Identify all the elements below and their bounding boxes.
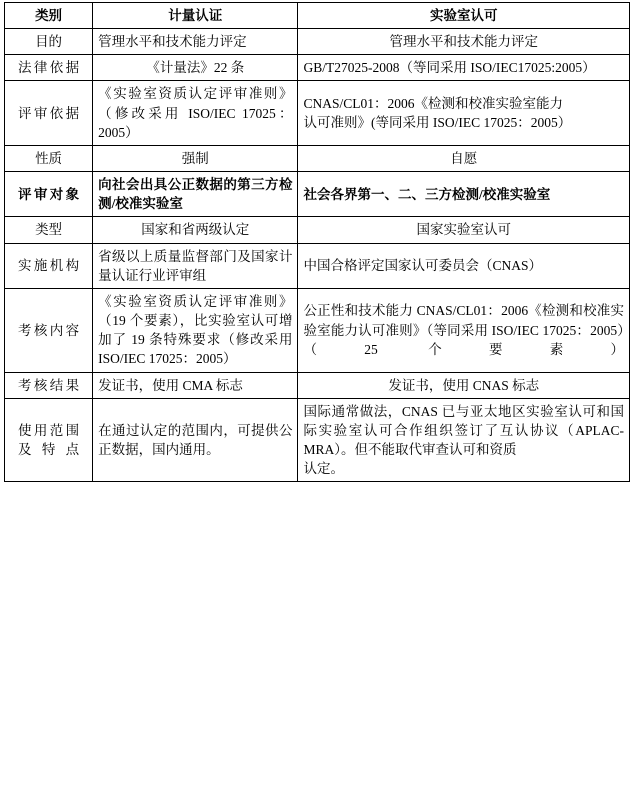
cell-metrology-nature: 强制 — [93, 145, 298, 171]
cell-metrology-scope-features: 在通过认定的范围内，可提供公正数据，国内通用。 — [93, 398, 298, 482]
row-category-nature: 性质 — [5, 145, 93, 171]
cell-accreditation-legal-basis: GB/T27025-2008（等同采用 ISO/IEC17025:2005） — [298, 55, 630, 81]
cell-accreditation-nature: 自愿 — [298, 145, 630, 171]
header-cell-category: 类别 — [5, 3, 93, 29]
row-category-scope-features: 使用范围及特点 — [5, 398, 93, 482]
row-category-review-target: 评审对象 — [5, 172, 93, 217]
table-row — [5, 29, 630, 55]
cell-metrology-type: 国家和省两级认定 — [93, 217, 298, 243]
table-body — [5, 3, 630, 482]
cell-metrology-purpose: 管理水平和技术能力评定 — [93, 29, 298, 55]
header-cell-metrology: 计量认证 — [93, 3, 298, 29]
row-category-legal-basis: 法律依据 — [5, 55, 93, 81]
cell-accreditation-review-basis: CNAS/CL01：2006《检测和校准实验室能力 认可准则》(等同采用 ISO/IEC 17025：2005） — [298, 81, 630, 145]
comparison-table — [4, 2, 630, 482]
cell-accreditation-purpose: 管理水平和技术能力评定 — [298, 29, 630, 55]
cell-accreditation-assessment-content: 公正性和技术能力 CNAS/CL01：2006《检测和校准实验室能力认可准则》（等同采用 ISO/IEC 17025：2005）（25 个要素） — [298, 288, 630, 372]
cell-accreditation-scope-features: 国际通常做法，CNAS 已与亚太地区实验室认可和国际实验室认可合作组织签订了互认协议（APLAC-MRA）。但不能取代审查认可和资质 认定。 — [298, 398, 630, 482]
row-category-assessment-content: 考核内容 — [5, 288, 93, 372]
table-row — [5, 55, 630, 81]
table-row — [5, 172, 630, 217]
cell-accreditation-type: 国家实验室认可 — [298, 217, 630, 243]
cell-metrology-assessment-content: 《实验室资质认定评审准则》（19 个要素），比实验室认可增加了 19 条特殊要求（修改采用 ISO/IEC 17025：2005） — [93, 288, 298, 372]
cell-metrology-implementing-body: 省级以上质量监督部门及国家计量认证行业评审组 — [93, 243, 298, 288]
table-header-row — [5, 3, 630, 29]
cell-metrology-review-basis: 《实验室资质认定评审准则》（修改采用 ISO/IEC 17025：2005） — [93, 81, 298, 145]
row-category-type: 类型 — [5, 217, 93, 243]
cell-metrology-review-target: 向社会出具公正数据的第三方检测/校准实验室 — [93, 172, 298, 217]
row-category-implementing-body: 实施机构 — [5, 243, 93, 288]
row-category-review-basis: 评审依据 — [5, 81, 93, 145]
header-cell-accreditation: 实验室认可 — [298, 3, 630, 29]
table-row — [5, 288, 630, 372]
cell-accreditation-assessment-result: 发证书，使用 CNAS 标志 — [298, 372, 630, 398]
table-row — [5, 81, 630, 145]
table-row — [5, 372, 630, 398]
cell-metrology-legal-basis: 《计量法》22 条 — [93, 55, 298, 81]
cell-metrology-assessment-result: 发证书，使用 CMA 标志 — [93, 372, 298, 398]
row-category-assessment-result: 考核结果 — [5, 372, 93, 398]
table-row — [5, 145, 630, 171]
table-row — [5, 398, 630, 482]
table-row — [5, 217, 630, 243]
cell-accreditation-review-target: 社会各界第一、二、三方检测/校准实验室 — [298, 172, 630, 217]
row-category-purpose: 目的 — [5, 29, 93, 55]
cell-accreditation-implementing-body: 中国合格评定国家认可委员会（CNAS） — [298, 243, 630, 288]
table-row — [5, 243, 630, 288]
